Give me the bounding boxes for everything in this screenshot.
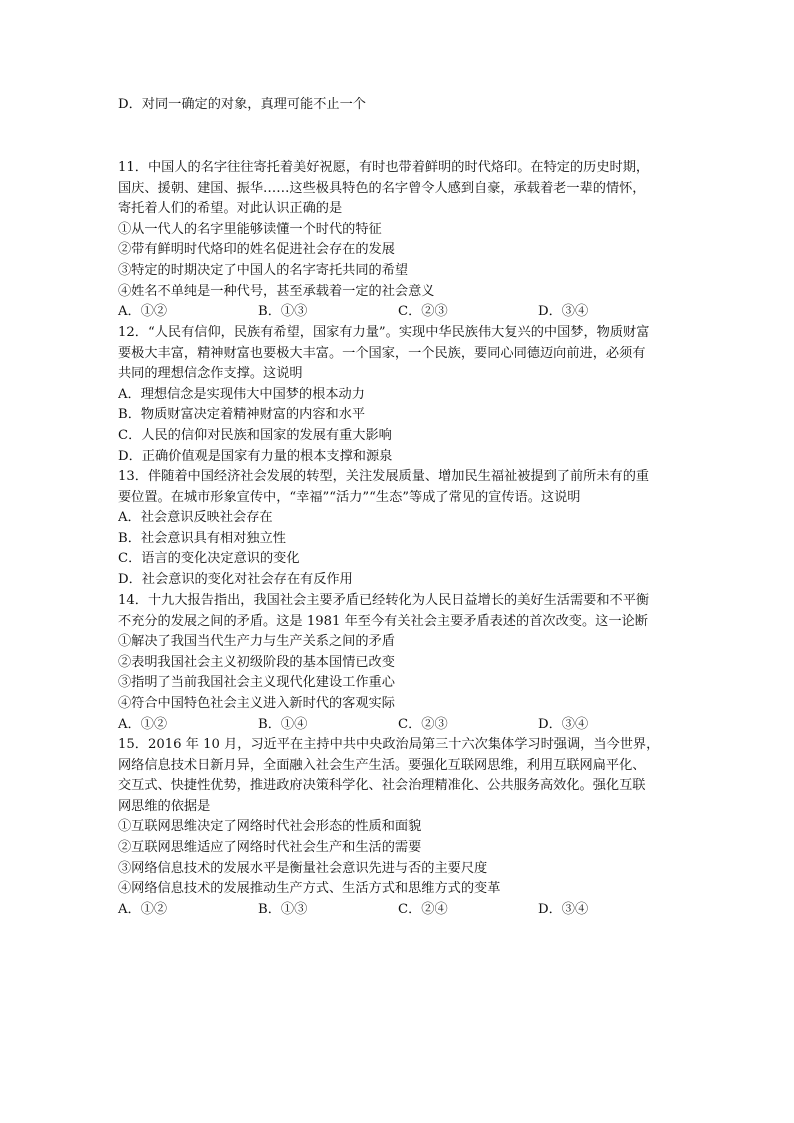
stem-line: 共同的理想信念作支撑。这说明 xyxy=(118,366,303,382)
stem-line: 要位置。在城市形象宣传中，“幸福”“活力”“生态”等成了常见的宣传语。这说明 xyxy=(118,489,581,505)
prev-question-tail xyxy=(118,95,680,116)
choice-a: A．社会意识反映社会存在 xyxy=(118,510,273,526)
stem-line: 15．2016 年 10 月，习近平在主持中共中央政治局第三十六次集体学习时强调，当今世界， xyxy=(118,737,660,752)
statement-item: ①从一代人的名字里能够读懂一个时代的特征 xyxy=(118,221,382,237)
choice-d: D．正确价值观是国家有力量的根本支撑和源泉 xyxy=(118,448,393,464)
stem-line: 要极大丰富，精神财富也要极大丰富。一个国家，一个民族，要同心同德迈向前进，必须有 xyxy=(118,345,646,361)
question-15 xyxy=(118,735,680,920)
stem-line: 11．中国人的名字往往寄托着美好祝愿，有时也带着鲜明的时代烙印。在特定的历史时期， xyxy=(118,160,650,175)
stem-line: 14．十九大报告指出，我国社会主要矛盾已经转化为人民日益增长的美好生活需要和不平衡 xyxy=(118,593,650,608)
stem-line: 交互式、快捷性优势，推进政府决策科学化、社会治理精准化、公共服务高效化。强化互联 xyxy=(118,778,646,794)
option-d: D．③④ xyxy=(538,304,589,320)
statement-item: ①互联网思维决定了网络时代社会形态的性质和面貌 xyxy=(118,819,422,835)
stem-line: 不充分的发展之间的矛盾。这是 1981 年至今有关社会主要矛盾表述的首次改变。这一论断 xyxy=(118,613,648,629)
choice-b: B．社会意识具有相对独立性 xyxy=(118,530,286,546)
statement-item: ②互联网思维适应了网络时代社会生产和生活的需要 xyxy=(118,839,422,855)
option-d: D．③④ xyxy=(538,901,589,917)
choice-a: A．理想信念是实现伟大中国梦的根本动力 xyxy=(118,386,365,402)
stem-line: 12．“人民有信仰，民族有希望，国家有力量”。实现中华民族伟大复兴的中国梦，物质财富 xyxy=(118,325,650,340)
question-11 xyxy=(118,158,680,323)
statement-item: ③网络信息技术的发展水平是衡量社会意识先进与否的主要尺度 xyxy=(118,860,488,876)
choice-c: C．语言的变化决定意识的变化 xyxy=(118,551,300,567)
answer-options xyxy=(118,715,680,736)
stem-line: 国庆、援朝、建国、振华……这些极具特色的名字曾令人感到自豪，承载着老一辈的情怀， xyxy=(118,180,646,196)
option-a: A．①② xyxy=(118,901,168,917)
stem-line: 网络信息技术日新月异，全面融入社会生产生活。要强化互联网思维，利用互联网扁平化、 xyxy=(118,757,646,773)
option-b: B．①③ xyxy=(258,901,308,917)
statement-item: ④网络信息技术的发展推动生产方式、生活方式和思维方式的变革 xyxy=(118,881,501,897)
stem-line: 网思维的依据是 xyxy=(118,798,211,814)
option-c: C．②③ xyxy=(398,304,448,320)
statement-item: ①解决了我国当代生产力与生产关系之间的矛盾 xyxy=(118,634,395,650)
option-d: D．对同一确定的对象，真理可能不止一个 xyxy=(118,97,366,112)
option-a: A．①② xyxy=(118,716,168,732)
choice-c: C．人民的信仰对民族和国家的发展有重大影响 xyxy=(118,427,392,443)
statement-item: ②带有鲜明时代烙印的姓名促进社会存在的发展 xyxy=(118,242,395,258)
choice-b: B．物质财富决定着精神财富的内容和水平 xyxy=(118,407,366,423)
question-12 xyxy=(118,323,680,467)
option-c: C．②③ xyxy=(398,716,448,732)
option-b: B．①④ xyxy=(258,716,308,732)
option-d: D．③④ xyxy=(538,716,589,732)
statement-item: ④姓名不单纯是一种代号，甚至承载着一定的社会意义 xyxy=(118,283,435,299)
option-a: A．①② xyxy=(118,304,168,320)
stem-line: 13．伴随着中国经济社会发展的转型，关注发展质量、增加民生福祉被提到了前所未有的重 xyxy=(118,469,650,484)
option-b: B．①③ xyxy=(258,304,308,320)
choice-d: D．社会意识的变化对社会存在有反作用 xyxy=(118,571,353,587)
statement-item: ②表明我国社会主义初级阶段的基本国情已改变 xyxy=(118,654,395,670)
answer-options xyxy=(118,900,680,921)
statement-item: ③特定的时期决定了中国人的名字寄托共同的希望 xyxy=(118,262,409,278)
option-c: C．②④ xyxy=(398,901,448,917)
question-13 xyxy=(118,467,680,591)
stem-line: 寄托着人们的希望。对此认识正确的是 xyxy=(118,201,343,217)
question-14 xyxy=(118,591,680,735)
statement-item: ③指明了当前我国社会主义现代化建设工作重心 xyxy=(118,675,395,691)
answer-options xyxy=(118,302,680,323)
statement-item: ④符合中国特色社会主义进入新时代的客观实际 xyxy=(118,695,395,711)
